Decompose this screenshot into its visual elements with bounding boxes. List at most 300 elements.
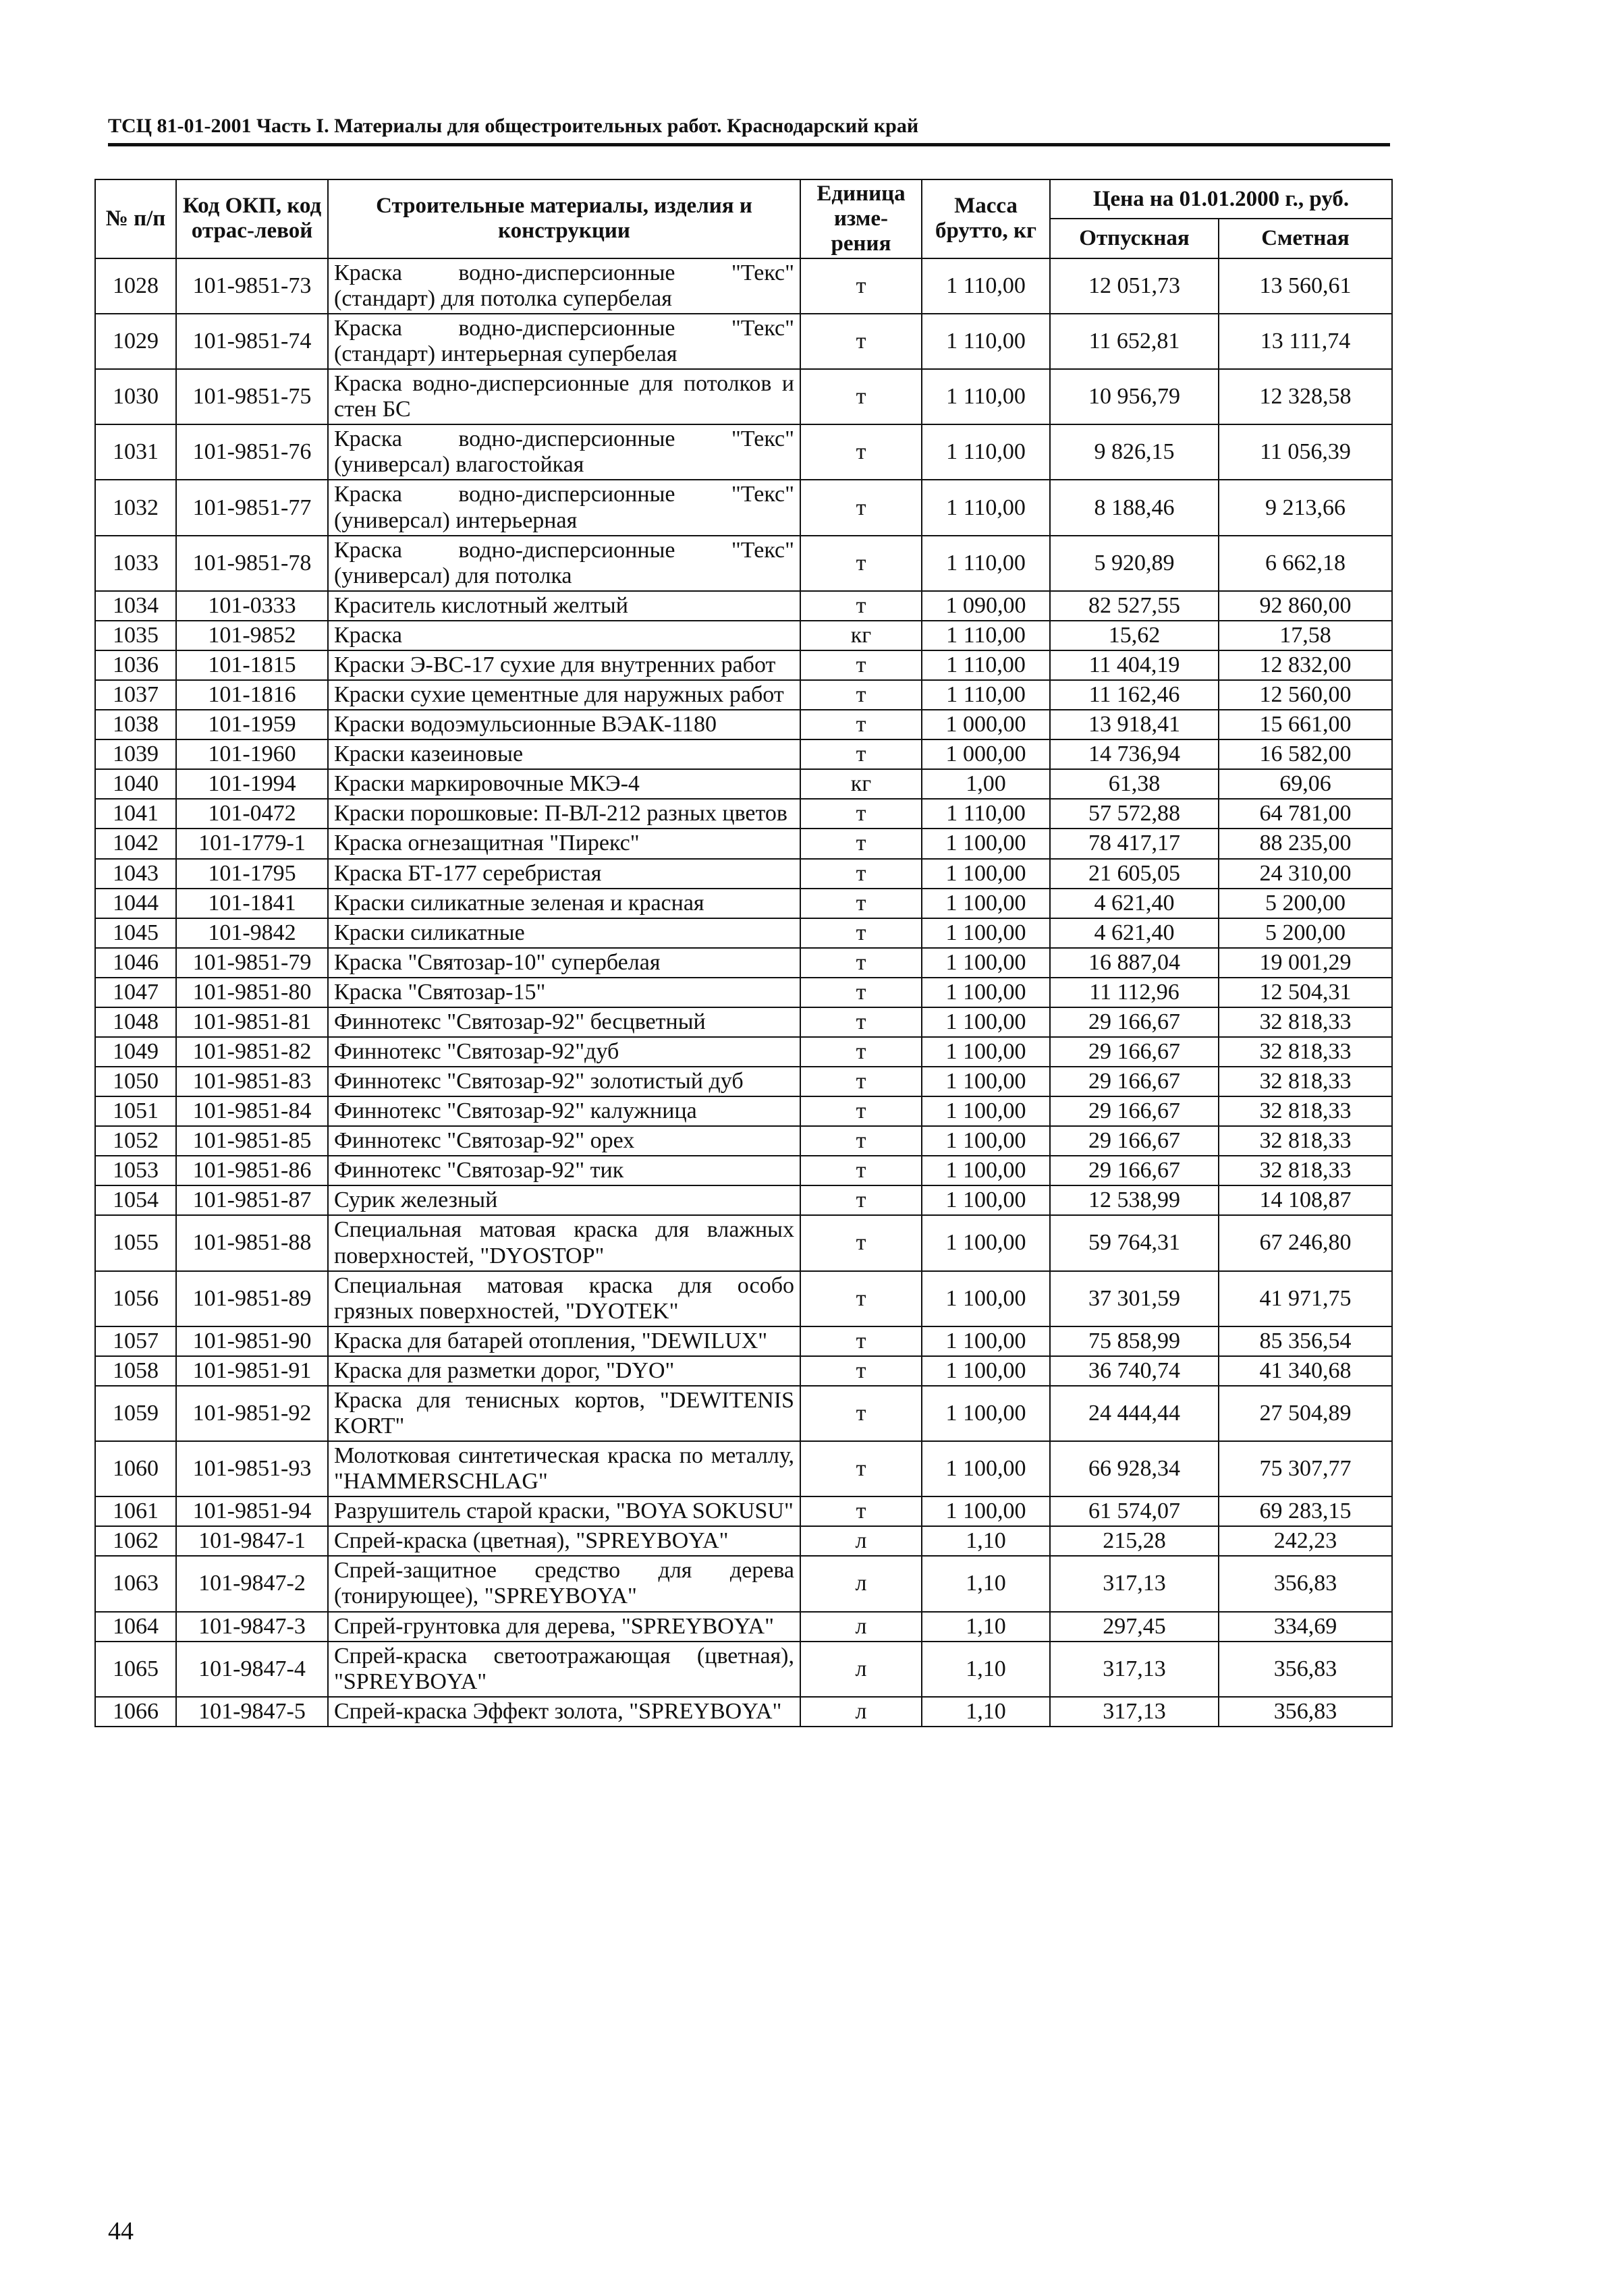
row-release-price: 12 051,73 — [1050, 258, 1219, 314]
row-mass: 1 100,00 — [922, 978, 1050, 1007]
row-material-name: Краска — [328, 621, 800, 650]
row-unit: т — [800, 369, 922, 424]
row-material-name: Финнотекс "Святозар-92" золотистый дуб — [328, 1067, 800, 1096]
row-mass: 1 110,00 — [922, 650, 1050, 680]
row-number: 1038 — [95, 710, 176, 739]
row-material-name: Краска огнезащитная "Пирекс" — [328, 829, 800, 858]
row-release-price: 8 188,46 — [1050, 480, 1219, 535]
row-code: 101-9851-82 — [176, 1037, 328, 1067]
row-code: 101-9851-79 — [176, 948, 328, 978]
row-estimate-price: 15 661,00 — [1219, 710, 1392, 739]
row-estimate-price: 9 213,66 — [1219, 480, 1392, 535]
table-row — [95, 1441, 1392, 1496]
row-number: 1040 — [95, 769, 176, 799]
row-release-price: 61,38 — [1050, 769, 1219, 799]
row-unit: т — [800, 1326, 922, 1356]
row-mass: 1,10 — [922, 1612, 1050, 1642]
row-unit: т — [800, 258, 922, 314]
row-material-name: Специальная матовая краска для особо грязных поверхностей, "DYOTEK" — [328, 1271, 800, 1326]
row-material-name: Краска для разметки дорог, "DYO" — [328, 1356, 800, 1386]
row-estimate-price: 32 818,33 — [1219, 1156, 1392, 1185]
row-number: 1060 — [95, 1441, 176, 1496]
row-mass: 1 000,00 — [922, 710, 1050, 739]
row-number: 1061 — [95, 1496, 176, 1526]
row-estimate-price: 12 560,00 — [1219, 680, 1392, 710]
row-unit: т — [800, 710, 922, 739]
row-release-price: 29 166,67 — [1050, 1037, 1219, 1067]
row-mass: 1 100,00 — [922, 1271, 1050, 1326]
table-row — [95, 369, 1392, 424]
row-unit: т — [800, 424, 922, 480]
row-number: 1042 — [95, 829, 176, 858]
row-estimate-price: 32 818,33 — [1219, 1067, 1392, 1096]
row-number: 1057 — [95, 1326, 176, 1356]
row-number: 1046 — [95, 948, 176, 978]
row-estimate-price: 32 818,33 — [1219, 1126, 1392, 1156]
row-mass: 1 110,00 — [922, 424, 1050, 480]
row-number: 1051 — [95, 1096, 176, 1126]
row-code: 101-1816 — [176, 680, 328, 710]
row-number: 1037 — [95, 680, 176, 710]
row-release-price: 215,28 — [1050, 1526, 1219, 1556]
row-code: 101-9851-93 — [176, 1441, 328, 1496]
table-row — [95, 1215, 1392, 1270]
table-row — [95, 948, 1392, 978]
table-row — [95, 1156, 1392, 1185]
row-release-price: 9 826,15 — [1050, 424, 1219, 480]
row-estimate-price: 5 200,00 — [1219, 889, 1392, 918]
row-material-name: Спрей-грунтовка для дерева, "SPREYBOYA" — [328, 1612, 800, 1642]
row-code: 101-9851-92 — [176, 1386, 328, 1441]
row-mass: 1 090,00 — [922, 591, 1050, 621]
row-unit: л — [800, 1556, 922, 1611]
row-mass: 1 110,00 — [922, 680, 1050, 710]
row-estimate-price: 41 971,75 — [1219, 1271, 1392, 1326]
row-material-name: Краски маркировочные МКЭ-4 — [328, 769, 800, 799]
table-header-row — [95, 179, 1392, 219]
row-material-name: Краски казеиновые — [328, 739, 800, 769]
row-unit: т — [800, 1007, 922, 1037]
row-mass: 1 100,00 — [922, 1441, 1050, 1496]
row-release-price: 10 956,79 — [1050, 369, 1219, 424]
row-number: 1064 — [95, 1612, 176, 1642]
row-unit: т — [800, 480, 922, 535]
row-release-price: 29 166,67 — [1050, 1126, 1219, 1156]
table-row — [95, 978, 1392, 1007]
row-release-price: 317,13 — [1050, 1642, 1219, 1697]
row-mass: 1 100,00 — [922, 829, 1050, 858]
row-number: 1065 — [95, 1642, 176, 1697]
row-mass: 1 100,00 — [922, 1356, 1050, 1386]
row-mass: 1 100,00 — [922, 1386, 1050, 1441]
row-mass: 1 000,00 — [922, 739, 1050, 769]
row-release-price: 297,45 — [1050, 1612, 1219, 1642]
row-estimate-price: 242,23 — [1219, 1526, 1392, 1556]
row-mass: 1 110,00 — [922, 799, 1050, 829]
row-release-price: 29 166,67 — [1050, 1096, 1219, 1126]
row-code: 101-9851-89 — [176, 1271, 328, 1326]
row-material-name: Сурик железный — [328, 1185, 800, 1215]
table-row — [95, 1356, 1392, 1386]
row-number: 1062 — [95, 1526, 176, 1556]
header-rule — [108, 143, 1390, 146]
row-code: 101-0472 — [176, 799, 328, 829]
page-header: ТСЦ 81-01-2001 Часть I. Материалы для общестроительных работ. Краснодарский край — [108, 115, 919, 137]
row-release-price: 36 740,74 — [1050, 1356, 1219, 1386]
row-material-name: Специальная матовая краска для влажных поверхностей, "DYOSTOP" — [328, 1215, 800, 1270]
row-material-name: Финнотекс "Святозар-92" тик — [328, 1156, 800, 1185]
row-code: 101-9851-90 — [176, 1326, 328, 1356]
row-number: 1054 — [95, 1185, 176, 1215]
table-row — [95, 424, 1392, 480]
row-code: 101-9851-78 — [176, 536, 328, 591]
row-material-name: Краска водно-дисперсионные "Текс" (универсал) влагостойкая — [328, 424, 800, 480]
row-code: 101-9851-75 — [176, 369, 328, 424]
row-estimate-price: 19 001,29 — [1219, 948, 1392, 978]
row-code: 101-9851-87 — [176, 1185, 328, 1215]
row-estimate-price: 64 781,00 — [1219, 799, 1392, 829]
row-release-price: 11 112,96 — [1050, 978, 1219, 1007]
row-number: 1047 — [95, 978, 176, 1007]
table-row — [95, 680, 1392, 710]
table-row — [95, 1386, 1392, 1441]
row-number: 1048 — [95, 1007, 176, 1037]
row-code: 101-9842 — [176, 918, 328, 948]
row-mass: 1 100,00 — [922, 1185, 1050, 1215]
row-number: 1031 — [95, 424, 176, 480]
row-mass: 1,10 — [922, 1526, 1050, 1556]
row-mass: 1 110,00 — [922, 621, 1050, 650]
table-row — [95, 1126, 1392, 1156]
row-release-price: 21 605,05 — [1050, 859, 1219, 889]
table-row — [95, 258, 1392, 314]
row-estimate-price: 41 340,68 — [1219, 1356, 1392, 1386]
row-unit: т — [800, 1185, 922, 1215]
row-unit: т — [800, 739, 922, 769]
row-estimate-price: 12 504,31 — [1219, 978, 1392, 1007]
table-row — [95, 1185, 1392, 1215]
row-code: 101-9847-1 — [176, 1526, 328, 1556]
row-number: 1036 — [95, 650, 176, 680]
row-material-name: Краситель кислотный желтый — [328, 591, 800, 621]
row-release-price: 78 417,17 — [1050, 829, 1219, 858]
row-mass: 1 100,00 — [922, 1007, 1050, 1037]
row-unit: кг — [800, 621, 922, 650]
row-release-price: 75 858,99 — [1050, 1326, 1219, 1356]
row-unit: т — [800, 591, 922, 621]
row-estimate-price: 14 108,87 — [1219, 1185, 1392, 1215]
row-code: 101-9851-85 — [176, 1126, 328, 1156]
row-code: 101-1960 — [176, 739, 328, 769]
row-mass: 1 110,00 — [922, 314, 1050, 369]
row-mass: 1 110,00 — [922, 258, 1050, 314]
row-unit: т — [800, 978, 922, 1007]
row-code: 101-9851-91 — [176, 1356, 328, 1386]
row-code: 101-1795 — [176, 859, 328, 889]
row-release-price: 29 166,67 — [1050, 1007, 1219, 1037]
row-mass: 1 100,00 — [922, 1496, 1050, 1526]
row-code: 101-0333 — [176, 591, 328, 621]
row-code: 101-1779-1 — [176, 829, 328, 858]
row-code: 101-1815 — [176, 650, 328, 680]
table-row — [95, 1271, 1392, 1326]
row-number: 1043 — [95, 859, 176, 889]
row-unit: т — [800, 1037, 922, 1067]
row-number: 1050 — [95, 1067, 176, 1096]
table-row — [95, 1526, 1392, 1556]
row-number: 1032 — [95, 480, 176, 535]
row-number: 1059 — [95, 1386, 176, 1441]
row-mass: 1 100,00 — [922, 1156, 1050, 1185]
row-number: 1035 — [95, 621, 176, 650]
row-material-name: Краски сухие цементные для наружных работ — [328, 680, 800, 710]
table-row — [95, 480, 1392, 535]
row-mass: 1 110,00 — [922, 369, 1050, 424]
row-estimate-price: 11 056,39 — [1219, 424, 1392, 480]
row-estimate-price: 13 111,74 — [1219, 314, 1392, 369]
row-release-price: 66 928,34 — [1050, 1441, 1219, 1496]
row-unit: т — [800, 1156, 922, 1185]
row-number: 1041 — [95, 799, 176, 829]
row-material-name: Спрей-краска Эффект золота, "SPREYBOYA" — [328, 1697, 800, 1727]
table-row — [95, 1612, 1392, 1642]
col-header-price-group: Цена на 01.01.2000 г., руб. — [1050, 179, 1392, 219]
row-estimate-price: 32 818,33 — [1219, 1037, 1392, 1067]
table-row — [95, 1067, 1392, 1096]
row-code: 101-9851-94 — [176, 1496, 328, 1526]
row-release-price: 82 527,55 — [1050, 591, 1219, 621]
row-material-name: Краска для тенисных кортов, "DEWITENIS KORT" — [328, 1386, 800, 1441]
row-mass: 1 100,00 — [922, 948, 1050, 978]
row-estimate-price: 334,69 — [1219, 1612, 1392, 1642]
col-header-name: Строительные материалы, изделия и конструкции — [328, 179, 800, 258]
row-material-name: Краска водно-дисперсионные "Текс" (стандарт) интерьерная супербелая — [328, 314, 800, 369]
row-material-name: Разрушитель старой краски, "BOYA SOKUSU" — [328, 1496, 800, 1526]
row-material-name: Молотковая синтетическая краска по металлу, "HAMMERSCHLAG" — [328, 1441, 800, 1496]
row-release-price: 29 166,67 — [1050, 1067, 1219, 1096]
row-code: 101-1841 — [176, 889, 328, 918]
table-row — [95, 314, 1392, 369]
row-release-price: 5 920,89 — [1050, 536, 1219, 591]
table-row — [95, 1556, 1392, 1611]
table-row — [95, 1496, 1392, 1526]
table-row — [95, 918, 1392, 948]
row-material-name: Краска "Святозар-10" супербелая — [328, 948, 800, 978]
row-unit: т — [800, 1356, 922, 1386]
row-number: 1045 — [95, 918, 176, 948]
table-row — [95, 536, 1392, 591]
row-unit: т — [800, 1096, 922, 1126]
table-row — [95, 1096, 1392, 1126]
table-row — [95, 859, 1392, 889]
row-unit: т — [800, 918, 922, 948]
col-header-estimate: Сметная — [1219, 219, 1392, 258]
row-material-name: Краска водно-дисперсионные для потолков и стен БС — [328, 369, 800, 424]
row-unit: т — [800, 1215, 922, 1270]
row-material-name: Финнотекс "Святозар-92" бесцветный — [328, 1007, 800, 1037]
row-release-price: 24 444,44 — [1050, 1386, 1219, 1441]
materials-table — [94, 179, 1393, 1727]
row-estimate-price: 356,83 — [1219, 1642, 1392, 1697]
row-code: 101-9847-2 — [176, 1556, 328, 1611]
table-row — [95, 1326, 1392, 1356]
row-number: 1058 — [95, 1356, 176, 1386]
row-mass: 1 100,00 — [922, 1215, 1050, 1270]
row-code: 101-9851-81 — [176, 1007, 328, 1037]
row-estimate-price: 75 307,77 — [1219, 1441, 1392, 1496]
row-code: 101-1959 — [176, 710, 328, 739]
row-unit: т — [800, 889, 922, 918]
row-estimate-price: 85 356,54 — [1219, 1326, 1392, 1356]
row-code: 101-9851-76 — [176, 424, 328, 480]
row-unit: л — [800, 1526, 922, 1556]
row-unit: т — [800, 1441, 922, 1496]
row-mass: 1,10 — [922, 1556, 1050, 1611]
row-number: 1039 — [95, 739, 176, 769]
row-number: 1033 — [95, 536, 176, 591]
row-material-name: Финнотекс "Святозар-92" калужница — [328, 1096, 800, 1126]
col-header-okp: Код ОКП, код отрас-левой — [176, 179, 328, 258]
row-release-price: 12 538,99 — [1050, 1185, 1219, 1215]
row-number: 1056 — [95, 1271, 176, 1326]
row-estimate-price: 69,06 — [1219, 769, 1392, 799]
row-estimate-price: 16 582,00 — [1219, 739, 1392, 769]
row-release-price: 317,13 — [1050, 1556, 1219, 1611]
row-material-name: Краска для батарей отопления, "DEWILUX" — [328, 1326, 800, 1356]
row-unit: кг — [800, 769, 922, 799]
row-estimate-price: 6 662,18 — [1219, 536, 1392, 591]
table-body — [95, 258, 1392, 1727]
row-estimate-price: 12 328,58 — [1219, 369, 1392, 424]
row-material-name: Краски силикатные зеленая и красная — [328, 889, 800, 918]
table-row — [95, 799, 1392, 829]
table-row — [95, 1642, 1392, 1697]
row-release-price: 14 736,94 — [1050, 739, 1219, 769]
row-estimate-price: 32 818,33 — [1219, 1096, 1392, 1126]
row-number: 1049 — [95, 1037, 176, 1067]
row-unit: т — [800, 1067, 922, 1096]
table-row — [95, 769, 1392, 799]
row-material-name: Краски порошковые: П-ВЛ-212 разных цветов — [328, 799, 800, 829]
row-material-name: Краска водно-дисперсионные "Текс" (универсал) для потолка — [328, 536, 800, 591]
row-estimate-price: 88 235,00 — [1219, 829, 1392, 858]
row-mass: 1,10 — [922, 1642, 1050, 1697]
table-row — [95, 1037, 1392, 1067]
row-estimate-price: 12 832,00 — [1219, 650, 1392, 680]
row-release-price: 11 162,46 — [1050, 680, 1219, 710]
row-code: 101-9847-4 — [176, 1642, 328, 1697]
row-number: 1044 — [95, 889, 176, 918]
row-code: 101-9851-74 — [176, 314, 328, 369]
table-row — [95, 591, 1392, 621]
row-unit: т — [800, 314, 922, 369]
page-number: 44 — [108, 2217, 134, 2245]
row-release-price: 15,62 — [1050, 621, 1219, 650]
table-row — [95, 739, 1392, 769]
row-code: 101-9851-73 — [176, 258, 328, 314]
row-mass: 1 100,00 — [922, 918, 1050, 948]
row-number: 1052 — [95, 1126, 176, 1156]
row-material-name: Краски Э-ВС-17 сухие для внутренних работ — [328, 650, 800, 680]
row-unit: т — [800, 650, 922, 680]
row-material-name: Краска "Святозар-15" — [328, 978, 800, 1007]
row-material-name: Краски силикатные — [328, 918, 800, 948]
row-release-price: 317,13 — [1050, 1697, 1219, 1727]
row-number: 1029 — [95, 314, 176, 369]
row-code: 101-9851-84 — [176, 1096, 328, 1126]
row-mass: 1 110,00 — [922, 480, 1050, 535]
row-release-price: 16 887,04 — [1050, 948, 1219, 978]
row-code: 101-9851-77 — [176, 480, 328, 535]
row-material-name: Спрей-защитное средство для дерева (тонирующее), "SPREYBOYA" — [328, 1556, 800, 1611]
row-code: 101-9847-5 — [176, 1697, 328, 1727]
row-material-name: Спрей-краска (цветная), "SPREYBOYA" — [328, 1526, 800, 1556]
row-release-price: 11 652,81 — [1050, 314, 1219, 369]
row-unit: л — [800, 1612, 922, 1642]
table-row — [95, 621, 1392, 650]
row-material-name: Краска БТ-177 серебристая — [328, 859, 800, 889]
row-material-name: Финнотекс "Святозар-92" орех — [328, 1126, 800, 1156]
row-code: 101-9851-88 — [176, 1215, 328, 1270]
row-material-name: Финнотекс "Святозар-92"дуб — [328, 1037, 800, 1067]
row-estimate-price: 27 504,89 — [1219, 1386, 1392, 1441]
row-number: 1066 — [95, 1697, 176, 1727]
row-release-price: 11 404,19 — [1050, 650, 1219, 680]
row-unit: т — [800, 799, 922, 829]
row-mass: 1 110,00 — [922, 536, 1050, 591]
row-release-price: 13 918,41 — [1050, 710, 1219, 739]
row-number: 1053 — [95, 1156, 176, 1185]
table-row — [95, 829, 1392, 858]
row-code: 101-9847-3 — [176, 1612, 328, 1642]
row-unit: т — [800, 1496, 922, 1526]
row-number: 1028 — [95, 258, 176, 314]
row-mass: 1 100,00 — [922, 889, 1050, 918]
row-release-price: 4 621,40 — [1050, 889, 1219, 918]
row-release-price: 57 572,88 — [1050, 799, 1219, 829]
col-header-unit: Единица изме-рения — [800, 179, 922, 258]
row-release-price: 29 166,67 — [1050, 1156, 1219, 1185]
row-mass: 1,00 — [922, 769, 1050, 799]
row-material-name: Краска водно-дисперсионные "Текс" (универсал) интерьерная — [328, 480, 800, 535]
row-unit: т — [800, 1386, 922, 1441]
row-code: 101-9851-83 — [176, 1067, 328, 1096]
row-estimate-price: 32 818,33 — [1219, 1007, 1392, 1037]
row-release-price: 4 621,40 — [1050, 918, 1219, 948]
row-material-name: Спрей-краска светоотражающая (цветная), "SPREYBOYA" — [328, 1642, 800, 1697]
row-unit: т — [800, 948, 922, 978]
row-estimate-price: 69 283,15 — [1219, 1496, 1392, 1526]
row-estimate-price: 13 560,61 — [1219, 258, 1392, 314]
col-header-num: № п/п — [95, 179, 176, 258]
col-header-mass: Масса брутто, кг — [922, 179, 1050, 258]
row-estimate-price: 92 860,00 — [1219, 591, 1392, 621]
row-unit: т — [800, 536, 922, 591]
row-estimate-price: 67 246,80 — [1219, 1215, 1392, 1270]
table-row — [95, 1007, 1392, 1037]
row-mass: 1 100,00 — [922, 1126, 1050, 1156]
row-mass: 1 100,00 — [922, 1037, 1050, 1067]
row-release-price: 61 574,07 — [1050, 1496, 1219, 1526]
row-number: 1030 — [95, 369, 176, 424]
table-row — [95, 650, 1392, 680]
row-code: 101-1994 — [176, 769, 328, 799]
row-estimate-price: 5 200,00 — [1219, 918, 1392, 948]
row-material-name: Краска водно-дисперсионные "Текс" (стандарт) для потолка супербелая — [328, 258, 800, 314]
row-material-name: Краски водоэмульсионные ВЭАК-1180 — [328, 710, 800, 739]
table-row — [95, 889, 1392, 918]
row-code: 101-9852 — [176, 621, 328, 650]
